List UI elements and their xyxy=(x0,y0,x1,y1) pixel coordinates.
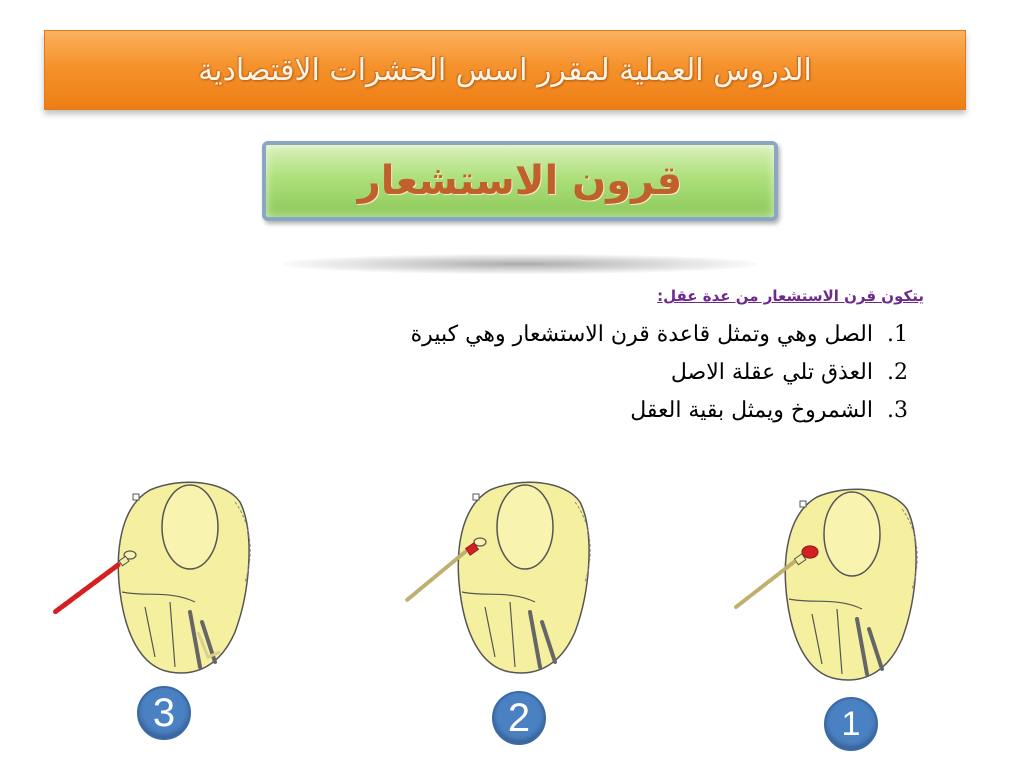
list-text: الصل وهي وتمثل قاعدة قرن الاستشعار وهي كبيرة xyxy=(410,322,873,347)
figure-number-badge: 2 xyxy=(492,691,546,745)
antenna-flagellum xyxy=(407,552,465,600)
slide-title: الدروس العملية لمقرر اسس الحشرات الاقتصادية xyxy=(198,52,812,88)
list-number: 1. xyxy=(887,322,908,347)
antenna-scape xyxy=(474,538,486,546)
subtitle-box xyxy=(262,141,778,221)
insect-head-illustration xyxy=(458,482,590,673)
figure-number-badge: 1 xyxy=(824,697,878,751)
insect-head-figure-3 xyxy=(50,472,300,702)
antenna-scape xyxy=(802,546,818,558)
list-text: الشمروخ ويمثل بقية العقل xyxy=(630,398,873,423)
list-number: 3. xyxy=(887,398,908,423)
insect-head-illustration xyxy=(118,482,250,673)
insect-head-illustration xyxy=(785,489,917,680)
antenna-segments-list xyxy=(411,316,908,430)
figure-number-badge: 3 xyxy=(137,686,191,740)
slide-subtitle: قرون الاستشعار xyxy=(357,158,683,204)
subtitle-reflection xyxy=(282,254,758,274)
insect-head-figure-2 xyxy=(405,472,655,702)
intro-text: يتكون قرن الاستشعار من عدة عقل: xyxy=(657,287,924,305)
list-text: العذق تلي عقلة الاصل xyxy=(670,360,873,385)
antenna-flagellum xyxy=(55,565,118,612)
list-number: 2. xyxy=(887,360,908,385)
list-item xyxy=(411,392,908,430)
list-item xyxy=(411,354,908,392)
insect-head-figure-1 xyxy=(732,472,982,702)
list-item xyxy=(411,316,908,354)
title-banner xyxy=(44,30,966,110)
